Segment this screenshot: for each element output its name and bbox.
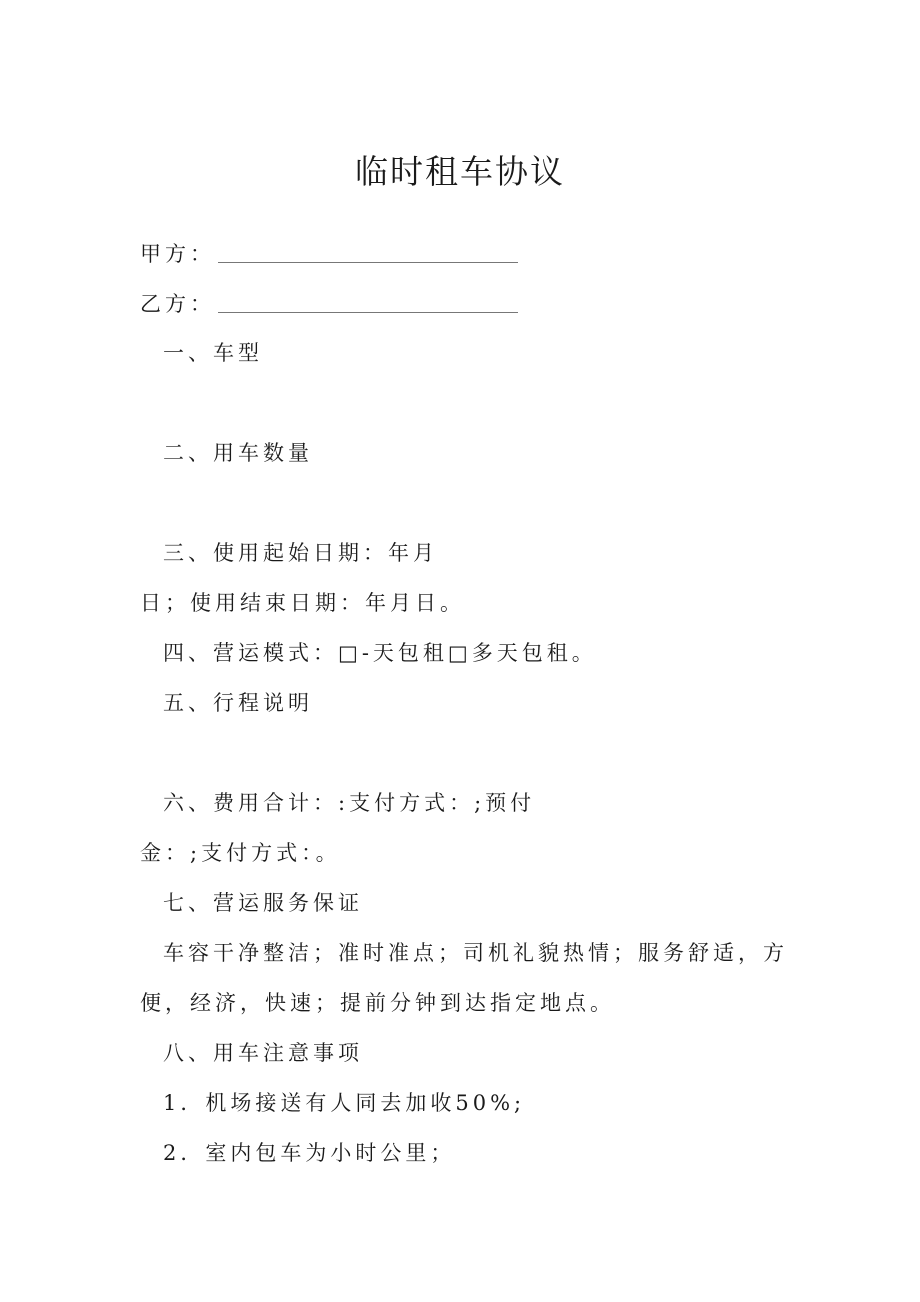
section-start-date: 三、使用起始日期：年月 [163, 541, 438, 565]
section-vehicle-type: 一、车型 [163, 341, 263, 365]
section-notes: 八、用车注意事项 [163, 1041, 363, 1065]
section-service-guarantee: 七、营运服务保证 [163, 891, 363, 915]
section-vehicle-count: 二、用车数量 [163, 441, 313, 465]
section-fee-total: 六、费用合计：:支付方式：;预付 [163, 791, 536, 815]
party-b-label: 乙方： [140, 292, 215, 316]
section-itinerary: 五、行程说明 [163, 691, 313, 715]
service-guarantee-text-1: 车容干净整洁；准时准点；司机礼貌热情；服务舒适，方 [163, 941, 788, 965]
section-operation-mode: 四、营运模式：□-天包租□多天包租。 [163, 641, 597, 665]
notes-item-1: 1．机场接送有人同去加收50%; [163, 1091, 526, 1115]
section-end-date: 日；使用结束日期：年月日。 [140, 591, 465, 615]
notes-item-2: 2．室内包车为小时公里； [163, 1141, 456, 1165]
section-deposit: 金：;支付方式：。 [140, 841, 341, 865]
document-title: 临时租车协议 [355, 152, 565, 191]
party-a-blank-line[interactable] [218, 262, 518, 263]
service-guarantee-text-2: 便，经济，快速；提前分钟到达指定地点。 [140, 991, 615, 1015]
party-a-label: 甲方： [140, 242, 215, 266]
party-b-blank-line[interactable] [218, 312, 518, 313]
